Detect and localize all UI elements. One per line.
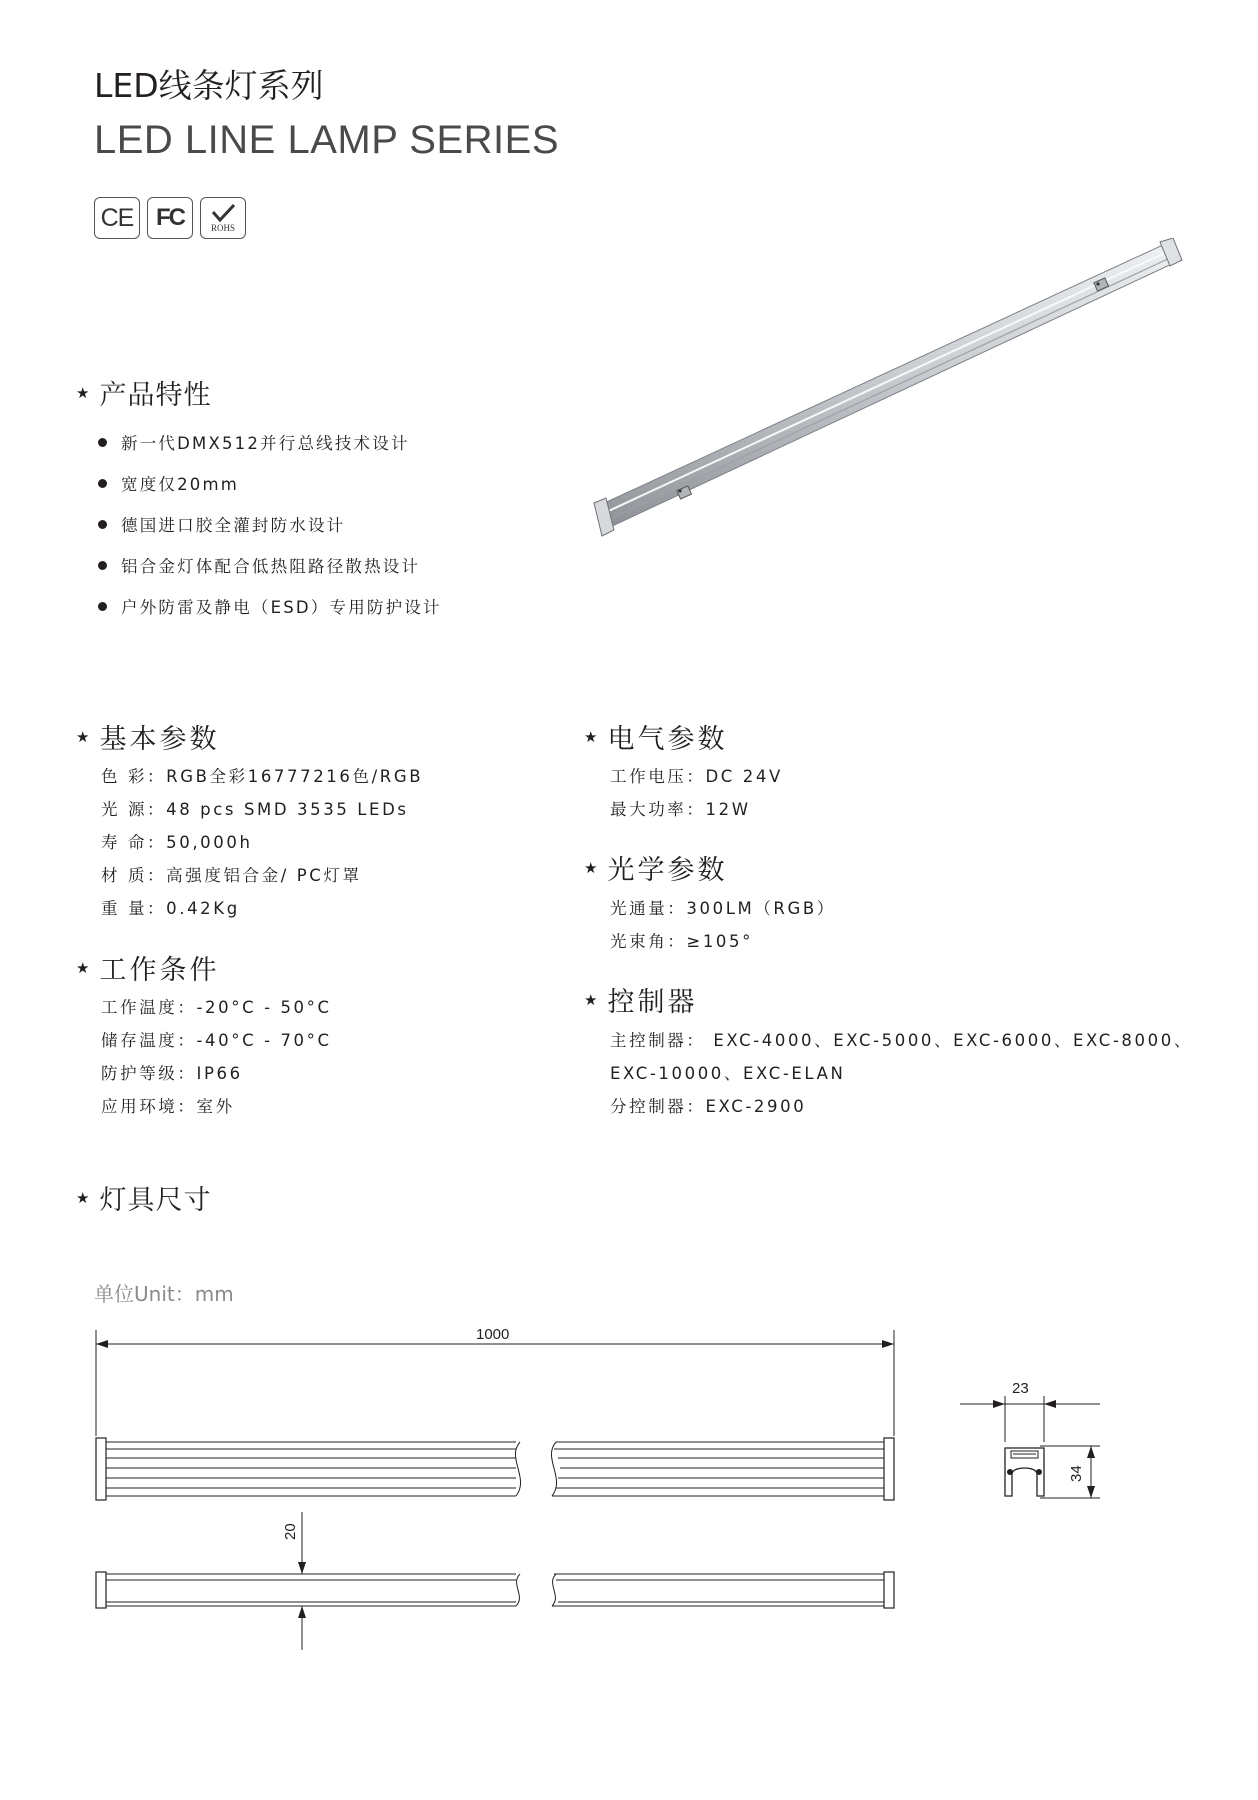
bullet-icon bbox=[98, 602, 107, 611]
param-row: 色 彩：RGB全彩16777216色/RGB bbox=[101, 767, 424, 786]
ce-certification-icon: CE bbox=[94, 197, 140, 239]
dimensions-heading bbox=[76, 1178, 211, 1217]
cross-section-drawing bbox=[960, 1392, 1110, 1522]
feature-item bbox=[98, 553, 420, 577]
bullet-icon bbox=[98, 520, 107, 529]
electrical-heading-text: 电气参数 bbox=[607, 724, 728, 755]
bullet-icon bbox=[98, 479, 107, 488]
rohs-certification-icon: ROHS bbox=[200, 197, 246, 239]
star-icon: ★ bbox=[76, 1188, 90, 1207]
param-row: 储存温度：-40°C - 70°C bbox=[101, 1031, 332, 1050]
controller-heading bbox=[584, 980, 697, 1019]
feature-text: 德国进口胶全灌封防水设计 bbox=[121, 516, 346, 535]
param-row: 工作电压：DC 24V bbox=[610, 767, 783, 786]
star-icon: ★ bbox=[584, 727, 598, 746]
param-row: 防护等级：IP66 bbox=[101, 1064, 243, 1083]
param-row: 分控制器：EXC-2900 bbox=[610, 1097, 807, 1116]
param-row: 寿 命：50,000h bbox=[101, 833, 253, 852]
features-heading-text: 产品特性 bbox=[99, 380, 212, 411]
controller-heading-text: 控制器 bbox=[607, 987, 698, 1018]
feature-text: 新一代DMX512并行总线技术设计 bbox=[121, 434, 410, 453]
top-view-drawing bbox=[86, 1318, 906, 1508]
dimensions-heading-text: 灯具尺寸 bbox=[99, 1185, 212, 1216]
param-row: 光束角：≥105° bbox=[610, 932, 753, 951]
star-icon: ★ bbox=[76, 727, 90, 746]
work-conditions-heading-text: 工作条件 bbox=[99, 955, 220, 986]
bullet-icon bbox=[98, 561, 107, 570]
param-row: 最大功率：12W bbox=[610, 800, 751, 819]
param-row: 材 质：高强度铝合金/ PC灯罩 bbox=[101, 866, 362, 885]
electrical-heading bbox=[584, 717, 727, 756]
basic-params-heading-text: 基本参数 bbox=[99, 724, 220, 755]
profile-width-label: 23 bbox=[1012, 1380, 1029, 1397]
param-row: 光 源：48 pcs SMD 3535 LEDs bbox=[101, 800, 409, 819]
basic-params-heading bbox=[76, 717, 219, 756]
feature-text: 宽度仅20mm bbox=[121, 475, 240, 494]
star-icon: ★ bbox=[584, 990, 598, 1009]
led-line-lamp-image bbox=[590, 238, 1190, 548]
feature-item bbox=[98, 430, 410, 454]
page-title-en: LED LINE LAMP SERIES bbox=[94, 118, 559, 162]
optical-heading bbox=[584, 848, 727, 887]
param-row: 工作温度：-20°C - 50°C bbox=[101, 998, 332, 1017]
length-dimension-label: 1000 bbox=[476, 1326, 510, 1343]
param-row: 光通量：300LM（RGB） bbox=[610, 899, 836, 918]
param-row: 应用环境：室外 bbox=[101, 1097, 235, 1116]
feature-item bbox=[98, 471, 239, 495]
side-view-drawing bbox=[86, 1512, 906, 1652]
bullet-icon bbox=[98, 438, 107, 447]
star-icon: ★ bbox=[76, 958, 90, 977]
star-icon: ★ bbox=[584, 858, 598, 877]
fcc-certification-icon: FC bbox=[147, 197, 193, 239]
param-row: 重 量：0.42Kg bbox=[101, 899, 240, 918]
profile-height-label: 34 bbox=[1068, 1465, 1085, 1482]
star-icon: ★ bbox=[76, 383, 90, 402]
param-row: 主控制器： EXC-4000、EXC-5000、EXC-6000、EXC-8000、 bbox=[610, 1031, 1193, 1050]
feature-item bbox=[98, 594, 442, 618]
feature-text: 户外防雷及静电（ESD）专用防护设计 bbox=[121, 598, 442, 617]
work-conditions-heading bbox=[76, 948, 219, 987]
optical-heading-text: 光学参数 bbox=[607, 855, 728, 886]
feature-text: 铝合金灯体配合低热阻路径散热设计 bbox=[121, 557, 421, 576]
unit-label: 单位Unit：mm bbox=[94, 1282, 234, 1306]
page-title-cn: LED线条灯系列 bbox=[94, 66, 324, 105]
param-row: EXC-10000、EXC-ELAN bbox=[610, 1064, 846, 1083]
features-heading bbox=[76, 373, 211, 412]
checkmark-icon bbox=[210, 203, 236, 223]
feature-item bbox=[98, 512, 345, 536]
width-dimension-label: 20 bbox=[282, 1523, 299, 1540]
